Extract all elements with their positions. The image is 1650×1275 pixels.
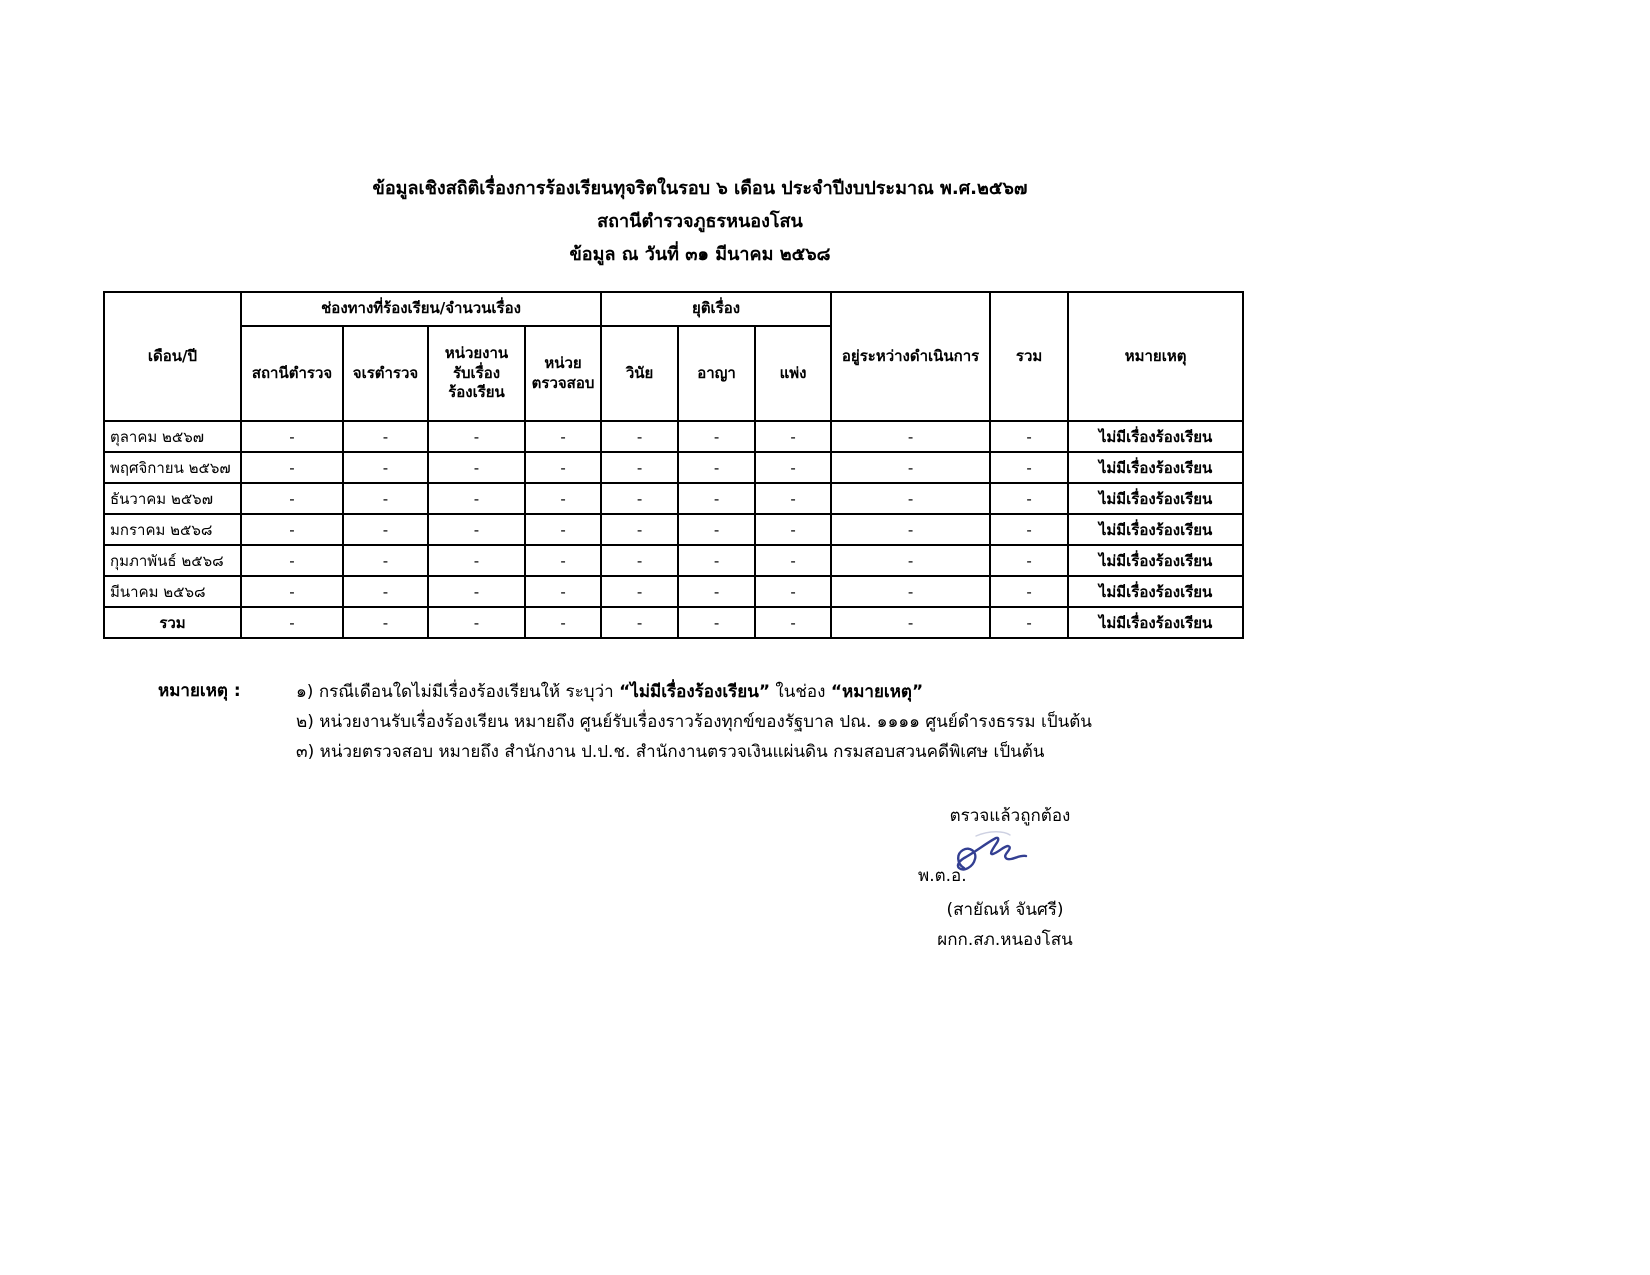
- note-1-mid-text: ในช่อง: [770, 682, 831, 702]
- value-cell: -: [831, 452, 990, 483]
- value-cell: -: [343, 514, 428, 545]
- value-cell: -: [525, 607, 601, 638]
- value-cell: -: [601, 576, 678, 607]
- col-group-channels: ช่องทางที่ร้องเรียน/จำนวนเรื่อง: [241, 292, 601, 326]
- value-cell: -: [990, 483, 1068, 514]
- audit-unit-line: ตรวจสอบ: [531, 373, 595, 392]
- note-item-1: [296, 677, 1092, 707]
- table-total-row: [104, 607, 1243, 638]
- signature-faint-stroke: [976, 832, 1010, 836]
- remark-cell: ไม่มีเรื่องร้องเรียน: [1068, 421, 1243, 452]
- value-cell: -: [678, 576, 755, 607]
- table-row: [104, 576, 1243, 607]
- col-header-complaint-agency: [428, 326, 525, 421]
- value-cell: -: [241, 576, 343, 607]
- value-cell: -: [241, 483, 343, 514]
- notes-label: หมายเหตุ :: [158, 681, 241, 701]
- value-cell: -: [343, 607, 428, 638]
- month-cell: มกราคม ๒๕๖๘: [104, 514, 241, 545]
- complaint-agency-line: ร้องเรียน: [448, 383, 505, 402]
- col-group-settled: ยุติเรื่อง: [601, 292, 831, 326]
- remark-cell: ไม่มีเรื่องร้องเรียน: [1068, 607, 1243, 638]
- value-cell: -: [428, 514, 525, 545]
- complaint-agency-line: หน่วยงาน: [444, 344, 509, 363]
- value-cell: -: [831, 545, 990, 576]
- month-cell: กุมภาพันธ์ ๒๕๖๘: [104, 545, 241, 576]
- table-row: [104, 545, 1243, 576]
- complaint-agency-line: รับเรื่อง: [452, 363, 501, 382]
- value-cell: -: [343, 483, 428, 514]
- value-cell: -: [831, 576, 990, 607]
- value-cell: -: [755, 452, 831, 483]
- value-cell: -: [678, 483, 755, 514]
- signature-main-stroke: [958, 838, 1026, 870]
- value-cell: -: [241, 421, 343, 452]
- value-cell: -: [525, 514, 601, 545]
- value-cell: -: [678, 545, 755, 576]
- remark-cell: ไม่มีเรื่องร้องเรียน: [1068, 576, 1243, 607]
- signer-rank: พ.ต.อ.: [918, 866, 967, 886]
- notes-list: [296, 677, 1092, 767]
- value-cell: -: [678, 607, 755, 638]
- col-header-remark: หมายเหตุ: [1068, 292, 1243, 421]
- value-cell: -: [525, 452, 601, 483]
- month-cell: พฤศจิกายน ๒๕๖๗: [104, 452, 241, 483]
- month-cell: ตุลาคม ๒๕๖๗: [104, 421, 241, 452]
- complaint-stats-table: [103, 291, 1244, 639]
- value-cell: -: [755, 483, 831, 514]
- value-cell: -: [601, 514, 678, 545]
- signer-name: (สายัณห์ จันศรี): [946, 900, 1064, 920]
- audit-unit-line: หน่วย: [544, 354, 582, 372]
- table-row: [104, 421, 1243, 452]
- value-cell: -: [755, 576, 831, 607]
- title-line-2: สถานีตำรวจภูธรหนองโสน: [597, 211, 803, 232]
- value-cell: -: [990, 576, 1068, 607]
- value-cell: -: [990, 452, 1068, 483]
- col-header-civil: แพ่ง: [755, 326, 831, 421]
- value-cell: -: [428, 452, 525, 483]
- col-header-criminal: อาญา: [678, 326, 755, 421]
- value-cell: -: [525, 545, 601, 576]
- value-cell: -: [678, 514, 755, 545]
- value-cell: -: [678, 452, 755, 483]
- col-header-audit-unit: [525, 326, 601, 421]
- value-cell: -: [241, 607, 343, 638]
- table-row: [104, 483, 1243, 514]
- remark-cell: ไม่มีเรื่องร้องเรียน: [1068, 514, 1243, 545]
- value-cell: -: [343, 545, 428, 576]
- value-cell: -: [601, 452, 678, 483]
- table-row: [104, 514, 1243, 545]
- value-cell: -: [428, 483, 525, 514]
- value-cell: -: [990, 421, 1068, 452]
- document-title: [0, 172, 1400, 271]
- value-cell: -: [525, 576, 601, 607]
- value-cell: -: [755, 421, 831, 452]
- remark-cell: ไม่มีเรื่องร้องเรียน: [1068, 452, 1243, 483]
- value-cell: -: [990, 545, 1068, 576]
- value-cell: -: [755, 607, 831, 638]
- title-line-1: ข้อมูลเชิงสถิติเรื่องการร้องเรียนทุจริตในรอบ ๖ เดือน ประจำปีงบประมาณ พ.ศ.๒๕๖๗: [372, 178, 1028, 199]
- value-cell: -: [755, 545, 831, 576]
- value-cell: -: [428, 545, 525, 576]
- value-cell: -: [601, 545, 678, 576]
- value-cell: -: [428, 576, 525, 607]
- value-cell: -: [755, 514, 831, 545]
- value-cell: -: [831, 483, 990, 514]
- value-cell: -: [343, 452, 428, 483]
- col-header-month-year: เดือน/ปี: [104, 292, 241, 421]
- month-cell: ธันวาคม ๒๕๖๗: [104, 483, 241, 514]
- header-group-row: [104, 292, 1243, 326]
- value-cell: -: [343, 576, 428, 607]
- value-cell: -: [428, 421, 525, 452]
- month-cell: มีนาคม ๒๕๖๘: [104, 576, 241, 607]
- signature-scribble: [948, 826, 1048, 892]
- col-header-inspector-general: จเรตำรวจ: [343, 326, 428, 421]
- value-cell: -: [601, 421, 678, 452]
- value-cell: -: [678, 421, 755, 452]
- note-item-3: ๓) หน่วยตรวจสอบ หมายถึง สำนักงาน ป.ป.ช. สำนักงานตรวจเงินแผ่นดิน กรมสอบสวนคดีพิเศษ เป็นต้น: [296, 742, 1045, 762]
- value-cell: -: [990, 607, 1068, 638]
- value-cell: -: [601, 483, 678, 514]
- value-cell: -: [241, 452, 343, 483]
- value-cell: -: [601, 607, 678, 638]
- total-label-cell: รวม: [104, 607, 241, 638]
- value-cell: -: [525, 483, 601, 514]
- table-row: [104, 452, 1243, 483]
- col-header-total: รวม: [990, 292, 1068, 421]
- value-cell: -: [525, 421, 601, 452]
- value-cell: -: [241, 545, 343, 576]
- note-item-2: ๒) หน่วยงานรับเรื่องร้องเรียน หมายถึง ศูนย์รับเรื่องราวร้องทุกข์ของรัฐบาล ปณ. ๑๑๑๑ ศูนย์ดำรงธรรม เป็นต้น: [296, 712, 1092, 732]
- verified-text: ตรวจแล้วถูกต้อง: [949, 806, 1071, 826]
- col-header-disciplinary: วินัย: [601, 326, 678, 421]
- value-cell: -: [428, 607, 525, 638]
- value-cell: -: [990, 514, 1068, 545]
- remark-cell: ไม่มีเรื่องร้องเรียน: [1068, 483, 1243, 514]
- value-cell: -: [831, 421, 990, 452]
- note-1-text: ๑) กรณีเดือนใดไม่มีเรื่องร้องเรียนให้ ระบุว่า: [296, 682, 620, 702]
- value-cell: -: [831, 607, 990, 638]
- value-cell: -: [241, 514, 343, 545]
- note-1-bold-remark: “หมายเหตุ”: [830, 682, 924, 702]
- remark-cell: ไม่มีเรื่องร้องเรียน: [1068, 545, 1243, 576]
- title-line-3: ข้อมูล ณ วันที่ ๓๑ มีนาคม ๒๕๖๘: [569, 244, 831, 265]
- signer-position: ผกก.สภ.หนองโสน: [937, 930, 1073, 950]
- note-1-bold-quote: “ไม่มีเรื่องร้องเรียน”: [619, 682, 771, 702]
- value-cell: -: [343, 421, 428, 452]
- col-header-in-progress: อยู่ระหว่างดำเนินการ: [831, 292, 990, 421]
- col-header-police-station: สถานีตำรวจ: [241, 326, 343, 421]
- value-cell: -: [831, 514, 990, 545]
